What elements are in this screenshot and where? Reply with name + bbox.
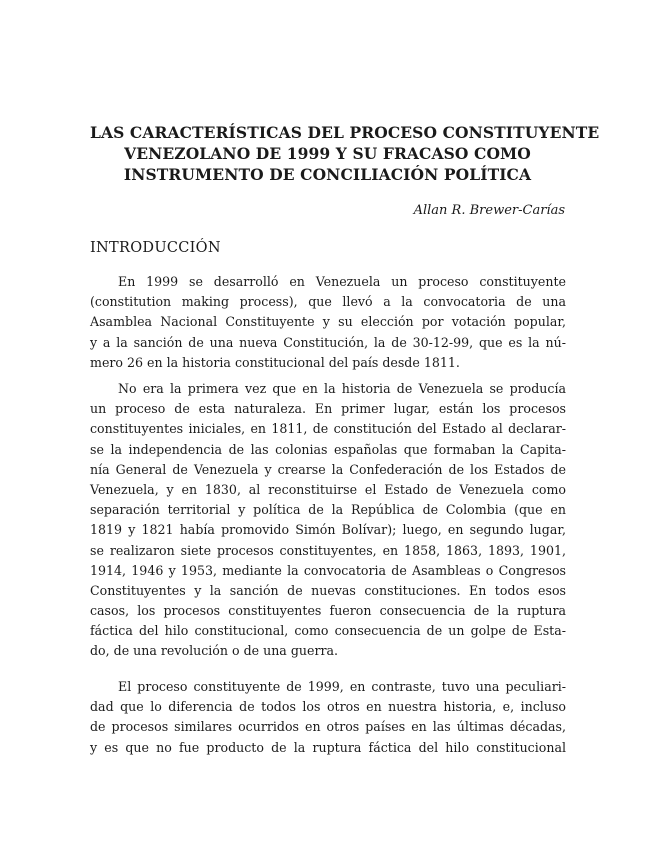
text-line: y a la sanción de una nueva Constitución, la de 30-12-99, que es la nú-: [90, 334, 566, 350]
title-line: VENEZOLANO DE 1999 Y SU FRACASO COMO: [124, 144, 531, 163]
text-line: 1819 y 1821 había promovido Simón Bolívar); luego, en segundo lugar,: [90, 522, 566, 538]
text-line: constituyentes iniciales, en 1811, de constitución del Estado al declarar-: [90, 421, 566, 437]
paragraph-3: [90, 677, 566, 758]
title-line: INSTRUMENTO DE CONCILIACIÓN POLÍTICA: [123, 165, 532, 184]
title-line: LAS CARACTERÍSTICAS DEL PROCESO CONSTITUYENTE: [90, 123, 600, 142]
text-line: mero 26 en la historia constitucional del país desde 1811.: [90, 354, 460, 370]
text-line: nía General de Venezuela y crearse la Confederación de los Estados de: [90, 461, 566, 477]
paragraph-1: [90, 272, 566, 373]
text-line: El proceso constituyente de 1999, en contraste, tuvo una peculiari-: [118, 679, 566, 694]
text-line: un proceso de esta naturaleza. En primer lugar, están los procesos: [90, 401, 566, 417]
text-line: Asamblea Nacional Constituyente y su elección por votación popular,: [90, 314, 566, 330]
text-line: dad que lo diferencia de todos los otros en nuestra historia, e, incluso: [90, 699, 566, 715]
text-line: se la independencia de las colonias españolas que formaban la Capita-: [90, 441, 566, 457]
paragraph-2: [90, 379, 566, 662]
text-line: se realizaron siete procesos constituyentes, en 1858, 1863, 1893, 1901,: [90, 542, 566, 558]
text-line: separación territorial y política de la República de Colombia (que en: [90, 502, 566, 518]
text-line: do, de una revolución o de una guerra.: [90, 643, 339, 659]
text-line: En 1999 se desarrolló en Venezuela un proceso constituyente: [118, 274, 566, 289]
text-line: casos, los procesos constituyentes fueron consecuencia de la ruptura: [90, 603, 566, 619]
author-name: Allan R. Brewer-Carías: [413, 203, 565, 218]
text-line: de procesos similares ocurridos en otros países en las últimas décadas,: [90, 719, 566, 735]
text-line: Venezuela, y en 1830, al reconstituirse el Estado de Venezuela como: [90, 481, 566, 497]
section-heading: INTRODUCCIÓN: [90, 240, 221, 256]
text-line: (constitution making process), que llevó a la convocatoria de una: [90, 294, 566, 310]
text-line: No era la primera vez que en la historia de Venezuela se producía: [118, 381, 566, 396]
text-line: y es que no fue producto de la ruptura fáctica del hilo constitucional: [90, 739, 566, 755]
text-line: Constituyentes y la sanción de nuevas constituciones. En todos esos: [90, 582, 566, 598]
text-line: 1914, 1946 y 1953, mediante la convocatoria de Asambleas o Congresos: [90, 562, 566, 578]
document-title: [90, 122, 600, 185]
text-line: fáctica del hilo constitucional, como consecuencia de un golpe de Esta-: [90, 623, 566, 639]
